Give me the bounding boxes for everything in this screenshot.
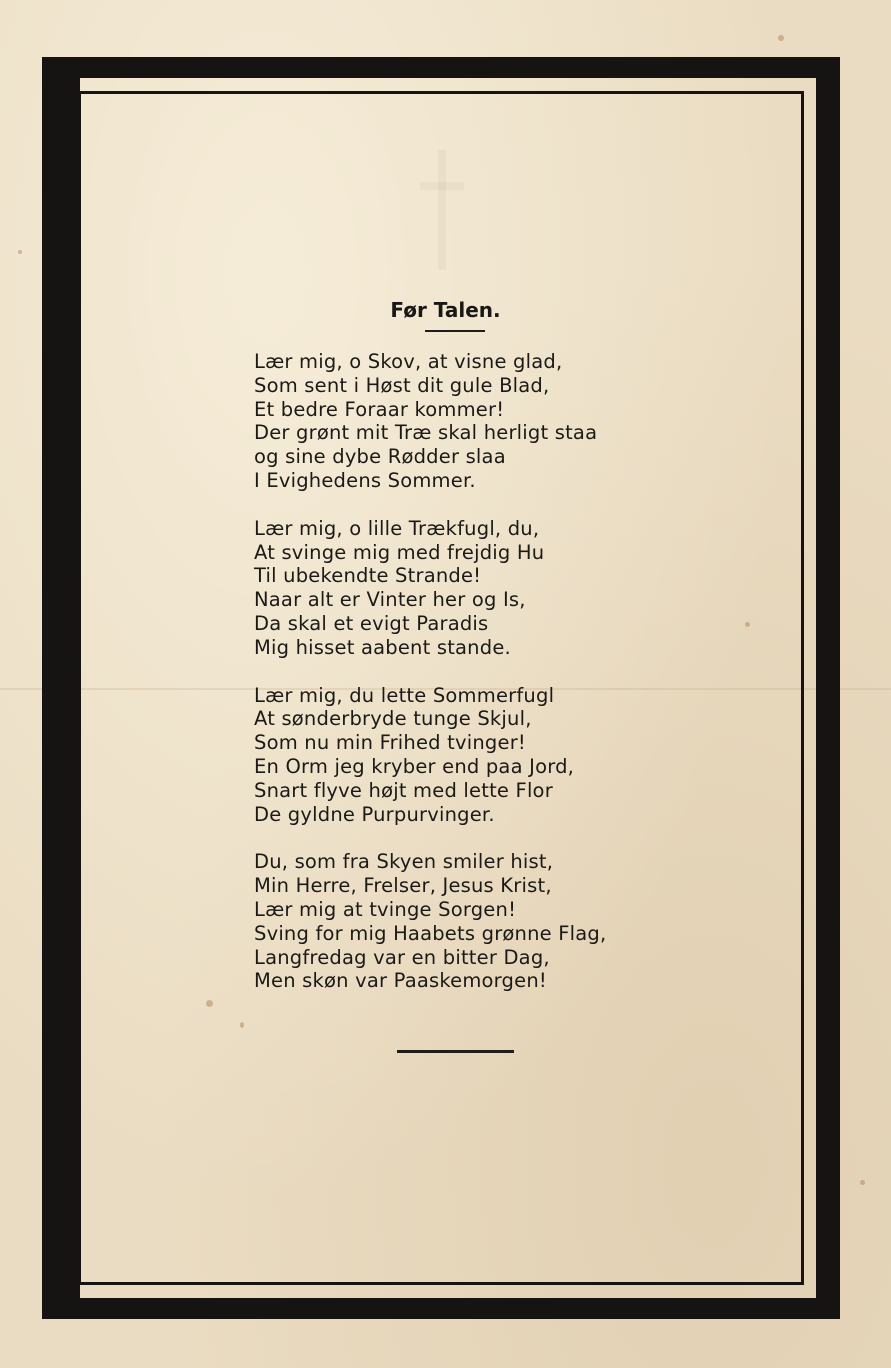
poem-line: Lær mig, o Skov, at visne glad, xyxy=(254,350,563,373)
poem-line: En Orm jeg kryber end paa Jord, xyxy=(254,754,575,778)
poem-line: Du, som fra Skyen smiler hist, xyxy=(254,850,554,874)
closing-rule xyxy=(397,1050,514,1053)
title-underline xyxy=(425,330,485,332)
foxing-spot xyxy=(206,1000,213,1007)
poem-line: At sønderbryde tunge Skjul, xyxy=(254,707,532,731)
poem-line: Da skal et evigt Paradis xyxy=(254,611,489,635)
foxing-spot xyxy=(745,622,750,627)
stanza-2 xyxy=(254,517,734,660)
stanza-3 xyxy=(254,684,734,827)
poem-line: Men skøn var Paaskemorgen! xyxy=(254,969,547,993)
poem-line: At svinge mig med frejdig Hu xyxy=(254,540,545,564)
stanza-1 xyxy=(254,350,734,493)
poem-line: Til ubekendte Strande! xyxy=(254,564,482,588)
stanza-4 xyxy=(254,850,734,993)
poem-line: Et bedre Foraar kommer! xyxy=(254,397,505,421)
foxing-spot xyxy=(18,250,22,254)
poem-line: Lær mig, o lille Trækfugl, du, xyxy=(254,516,540,540)
poem-line: Lær mig at tvinge Sorgen! xyxy=(254,897,517,921)
poem-line: De gyldne Purpurvinger. xyxy=(254,802,495,826)
poem-line: Langfredag var en bitter Dag, xyxy=(254,945,550,969)
poem-line: Lær mig, du lette Sommerfugl xyxy=(254,683,555,707)
poem-line: I Evighedens Sommer. xyxy=(254,468,476,492)
poem-line: Naar alt er Vinter her og Is, xyxy=(254,588,526,612)
poem-line: Der grønt mit Træ skal herligt staa xyxy=(254,421,598,445)
poem-line: Mig hisset aabent stande. xyxy=(254,635,511,659)
poem-line: Som nu min Frihed tvinger! xyxy=(254,731,526,755)
foxing-spot xyxy=(240,1022,244,1028)
poem-line: Som sent i Høst dit gule Blad, xyxy=(254,373,550,397)
foxing-spot xyxy=(860,1180,865,1185)
foxing-spot xyxy=(778,35,784,41)
poem-body xyxy=(254,350,734,1017)
poem-line: og sine dybe Rødder slaa xyxy=(254,445,506,469)
poem-line: Snart flyve højt med lette Flor xyxy=(254,778,553,802)
poem-line: Sving for mig Haabets grønne Flag, xyxy=(254,921,607,945)
poem-line: Min Herre, Frelser, Jesus Krist, xyxy=(254,874,552,898)
poem-title: Før Talen. xyxy=(390,298,501,322)
